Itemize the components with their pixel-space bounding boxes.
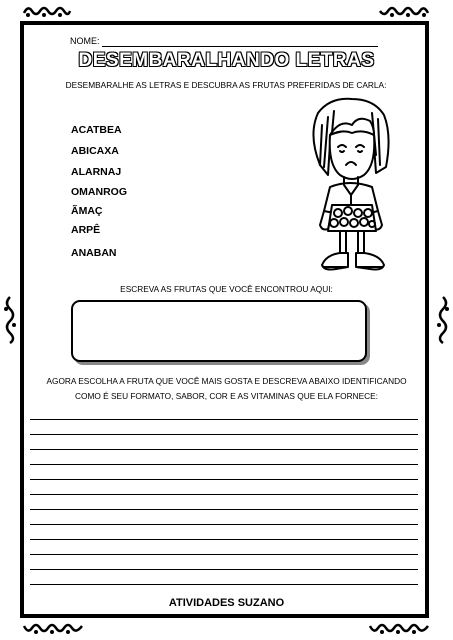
writing-line[interactable]: [30, 554, 418, 555]
scrambled-word: ANABAN: [71, 247, 117, 259]
writing-line[interactable]: [30, 584, 418, 585]
describe-fruit-instruction: [30, 374, 423, 404]
bottom-right-ornament: [368, 620, 430, 636]
unscramble-instruction: DESEMBARALHE AS LETRAS E DESCUBRA AS FRUTAS PREFERIDAS DE CARLA:: [65, 80, 387, 90]
right-side-ornament: [435, 295, 451, 345]
describe-instruction-line-2: COMO É SEU FORMATO, SABOR, COR E AS VITAMINAS QUE ELA FORNECE:: [75, 391, 378, 401]
girl-illustration: [300, 95, 400, 277]
writing-line[interactable]: [30, 434, 418, 435]
writing-line[interactable]: [30, 464, 418, 465]
writing-line[interactable]: [30, 539, 418, 540]
writing-line[interactable]: [30, 419, 418, 420]
top-right-ornament: [378, 3, 430, 19]
scrambled-word: ÃMAÇ: [71, 205, 103, 217]
bottom-left-ornament: [22, 620, 84, 636]
writing-line[interactable]: [30, 479, 418, 480]
writing-line[interactable]: [30, 569, 418, 570]
scrambled-word: ALARNAJ: [71, 166, 122, 178]
fruits-answer-box[interactable]: [71, 300, 367, 362]
writing-line[interactable]: [30, 494, 418, 495]
scrambled-word: ARPÊ: [71, 224, 101, 236]
scrambled-word: OMANROG: [71, 186, 127, 198]
write-fruits-instruction: ESCREVA AS FRUTAS QUE VOCÊ ENCONTROU AQUI:: [120, 284, 333, 294]
scrambled-word: ACATBEA: [71, 124, 122, 136]
footer-credit: ATIVIDADES SUZANO: [168, 597, 285, 609]
writing-line[interactable]: [30, 524, 418, 525]
top-left-ornament: [22, 3, 72, 19]
scrambled-word: ABICAXA: [71, 145, 119, 157]
worksheet-title: DESEMBARALHANDO LETRAS: [78, 50, 375, 71]
name-input-line[interactable]: [102, 46, 378, 47]
left-side-ornament: [2, 295, 18, 345]
name-label: NOME:: [70, 36, 100, 46]
describe-instruction-line-1: AGORA ESCOLHA A FRUTA QUE VOCÊ MAIS GOSTA E DESCREVA ABAIXO IDENTIFICANDO: [46, 376, 407, 386]
writing-line[interactable]: [30, 509, 418, 510]
writing-line[interactable]: [30, 449, 418, 450]
